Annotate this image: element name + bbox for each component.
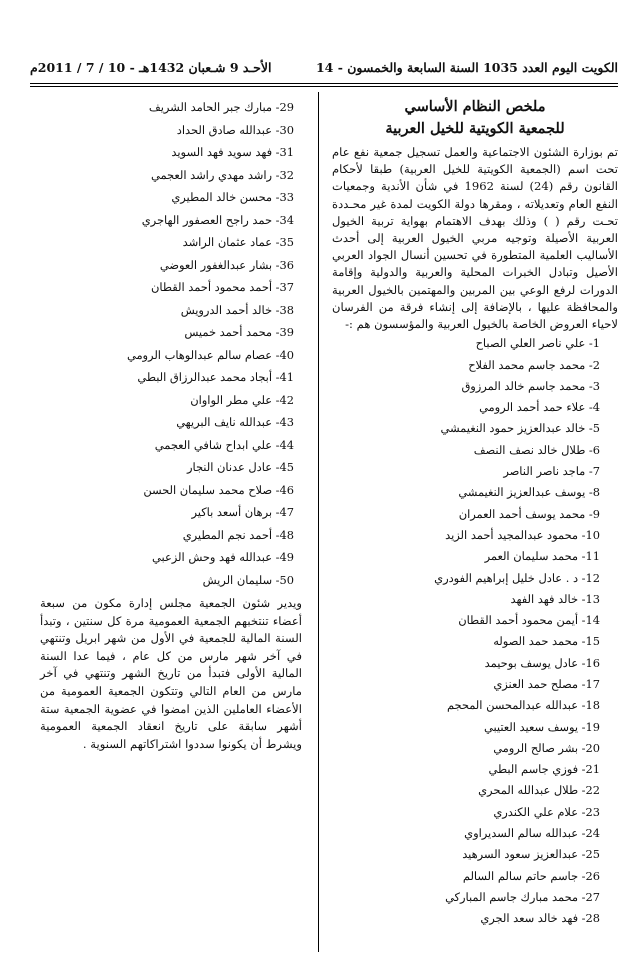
founders-list-left bbox=[40, 96, 302, 591]
founder-item: 39- محمد أحمد خميس bbox=[184, 325, 294, 339]
founder-item: 11- محمد سليمان العمر bbox=[484, 549, 600, 564]
founder-item: 4- علاء حمد أحمد الرومي bbox=[479, 400, 600, 415]
founder-item: 22- طلال عبدالله المحري bbox=[478, 783, 600, 798]
founder-item: 14- أيمن محمود أحمد القطان bbox=[458, 613, 600, 628]
founder-item: 21- فوزي جاسم البطي bbox=[488, 762, 600, 777]
founder-item: 24- عبدالله سالم السديراوي bbox=[464, 826, 600, 841]
founder-item: 35- عماد عثمان الراشد bbox=[182, 235, 294, 249]
founder-item: 40- عصام سالم عبدالوهاب الرومي bbox=[126, 347, 294, 362]
founder-item: 25- عبدالعزيز سعود السرهيد bbox=[462, 847, 600, 862]
article-closing: ويدير شئون الجمعية مجلس إدارة مكون من سبعة أعضاء تنتخبهم الجمعية العمومية مرة كل سنتين ، وتبدأ السنة المالية للجمعية في الأول من شهر ابريل وتنتهي في آخر شهر مارس من كل عام ، فيما عدا السنة المالية الأولى فتبدأ من تاريخ الشهر وتنتهي في آخر مارس من العام التالي وتتكون الجمعية العمومية من الأعضاء العاملين الذين امضوا في عضوية الجمعية ستة أشهر سابقة على تاريخ انعقاد الجمعية العمومية ويشرط أن يكونوا سددوا اشتراكاتهم السنوية . bbox=[40, 596, 302, 751]
founder-item: 33- محسن خالد المطيري bbox=[171, 190, 294, 204]
founder-item: 12- د . عادل خليل إبراهيم الفودري bbox=[434, 570, 600, 585]
founder-item: 29- مبارك جبر الحامد الشريف bbox=[148, 100, 294, 114]
founder-item: 42- علي مطر الواوان bbox=[190, 392, 294, 407]
founder-item: 49- عبدالله فهد وحش الزعبي bbox=[152, 550, 294, 564]
article-intro: تم بوزارة الشئون الاجتماعية والعمل تسجيل جمعية نفع عام تحت اسم (الجمعية الكويتية للخيل العربية) طبقا لأحكام القانون رقم (24) لسنة 1962 في شأن الأندية وجمعيات النفع العام وتعديلاته ، ومقرها دولة الكويت لمدة غير محـددة تحـت رقم ( ) وذلك بهدف الاهتمام بهواية تربية الخيول العربية الأصيلة وتوجيه مربي الخيول العربية إلى أحدث الأساليب العلمية المتطورة في تحسين أنسال الجواد العربي الأصيل وتبادل الخبرات المحلية والعربية والدولية وإقامة الدورات لرفع الوعي بين المربين والمهتمين بالخيول العربية والمحافظة عليها ، بالإضافة إلى إنشاء فرقة من الفرسان لاحياء العروض الخاصة بالخيول العربية والمؤسسون هم :- bbox=[332, 145, 618, 332]
founder-item: 23- علام علي الكندري bbox=[493, 804, 600, 819]
founder-item: 17- مصلح حمد العنزي bbox=[493, 676, 600, 691]
founder-item: 28- فهد خالد سعد الجري bbox=[480, 911, 600, 926]
founder-item: 3- محمد جاسم خالد المرزوق bbox=[461, 378, 600, 393]
right-column bbox=[332, 96, 618, 930]
header-date: الأحـد 9 شـعبان 1432هـ - 10 / 7 / 2011م bbox=[30, 59, 272, 75]
founder-item: 19- يوسف سعيد العتيبي bbox=[484, 719, 600, 734]
founder-item: 36- بشار عبدالغفور العوضي bbox=[159, 257, 294, 272]
founder-item: 32- راشد مهدي راشد العجمي bbox=[150, 167, 294, 182]
founder-item: 5- خالد عبدالعزيز حمود النغيمشي bbox=[440, 421, 600, 436]
founder-item: 13- خالد فهد الفهد bbox=[510, 591, 600, 606]
founder-item: 15- محمد حمد الصوله bbox=[493, 634, 600, 649]
founder-item: 43- عبدالله نايف البريهي bbox=[176, 415, 294, 429]
founder-item: 9- محمد يوسف أحمد العمران bbox=[458, 506, 600, 521]
founder-item: 44- علي ابداح شافي العجمي bbox=[154, 437, 294, 452]
founder-item: 8- يوسف عبدالعزيز النغيمشي bbox=[458, 485, 600, 500]
founder-item: 7- ماجد ناصر الناصر bbox=[503, 464, 600, 479]
founder-item: 26- جاسم حاتم سالم السالم bbox=[462, 868, 600, 883]
article-title: ملخص النظام الأساسي bbox=[404, 98, 546, 115]
header-rule bbox=[30, 83, 618, 87]
founder-item: 46- صلاح محمد سليمان الحسن bbox=[143, 482, 294, 497]
founder-item: 20- بشر صالح الرومي bbox=[493, 740, 600, 755]
founders-list-right bbox=[332, 333, 618, 929]
founder-item: 48- أحمد نجم المطيري bbox=[182, 527, 294, 542]
founder-item: 10- محمود عبدالمجيد أحمد الزيد bbox=[445, 527, 600, 542]
founder-item: 27- محمد مبارك جاسم المباركي bbox=[445, 889, 600, 904]
founder-item: 45- عادل عدنان النجار bbox=[186, 460, 294, 474]
page-header bbox=[30, 56, 618, 78]
header-issue-info: الكويت اليوم العدد 1035 السنة السابعة والخمسون - 14 bbox=[315, 59, 618, 75]
founder-item: 38- خالد أحمد الدرويش bbox=[180, 302, 294, 317]
founder-item: 1- علي ناصر العلي الصباح bbox=[475, 336, 600, 351]
left-column bbox=[40, 96, 302, 753]
founder-item: 34- حمد راجح العصفور الهاجري bbox=[141, 212, 294, 227]
article-subtitle: للجمعية الكويتية للخيل العربية bbox=[385, 120, 565, 137]
founder-item: 47- برهان أسعد باكير bbox=[191, 505, 294, 519]
founder-item: 16- عادل يوسف بوحيمد bbox=[484, 655, 600, 670]
founder-item: 2- محمد جاسم محمد الفلاح bbox=[468, 357, 600, 372]
founder-item: 30- عبدالله صادق الحداد bbox=[176, 122, 294, 137]
founder-item: 50- سليمان الريش bbox=[202, 572, 294, 587]
founder-item: 6- طلال خالد نصف النصف bbox=[473, 442, 600, 457]
column-divider bbox=[318, 92, 319, 952]
founder-item: 37- أحمد محمود أحمد القطان bbox=[151, 280, 294, 294]
founder-item: 41- أبجاد محمد عبدالرزاق البطي bbox=[137, 370, 294, 384]
founder-item: 18- عبدالله عبدالمحسن المحجم bbox=[446, 698, 600, 713]
founder-item: 31- فهد سويد فهد السويد bbox=[171, 145, 294, 159]
